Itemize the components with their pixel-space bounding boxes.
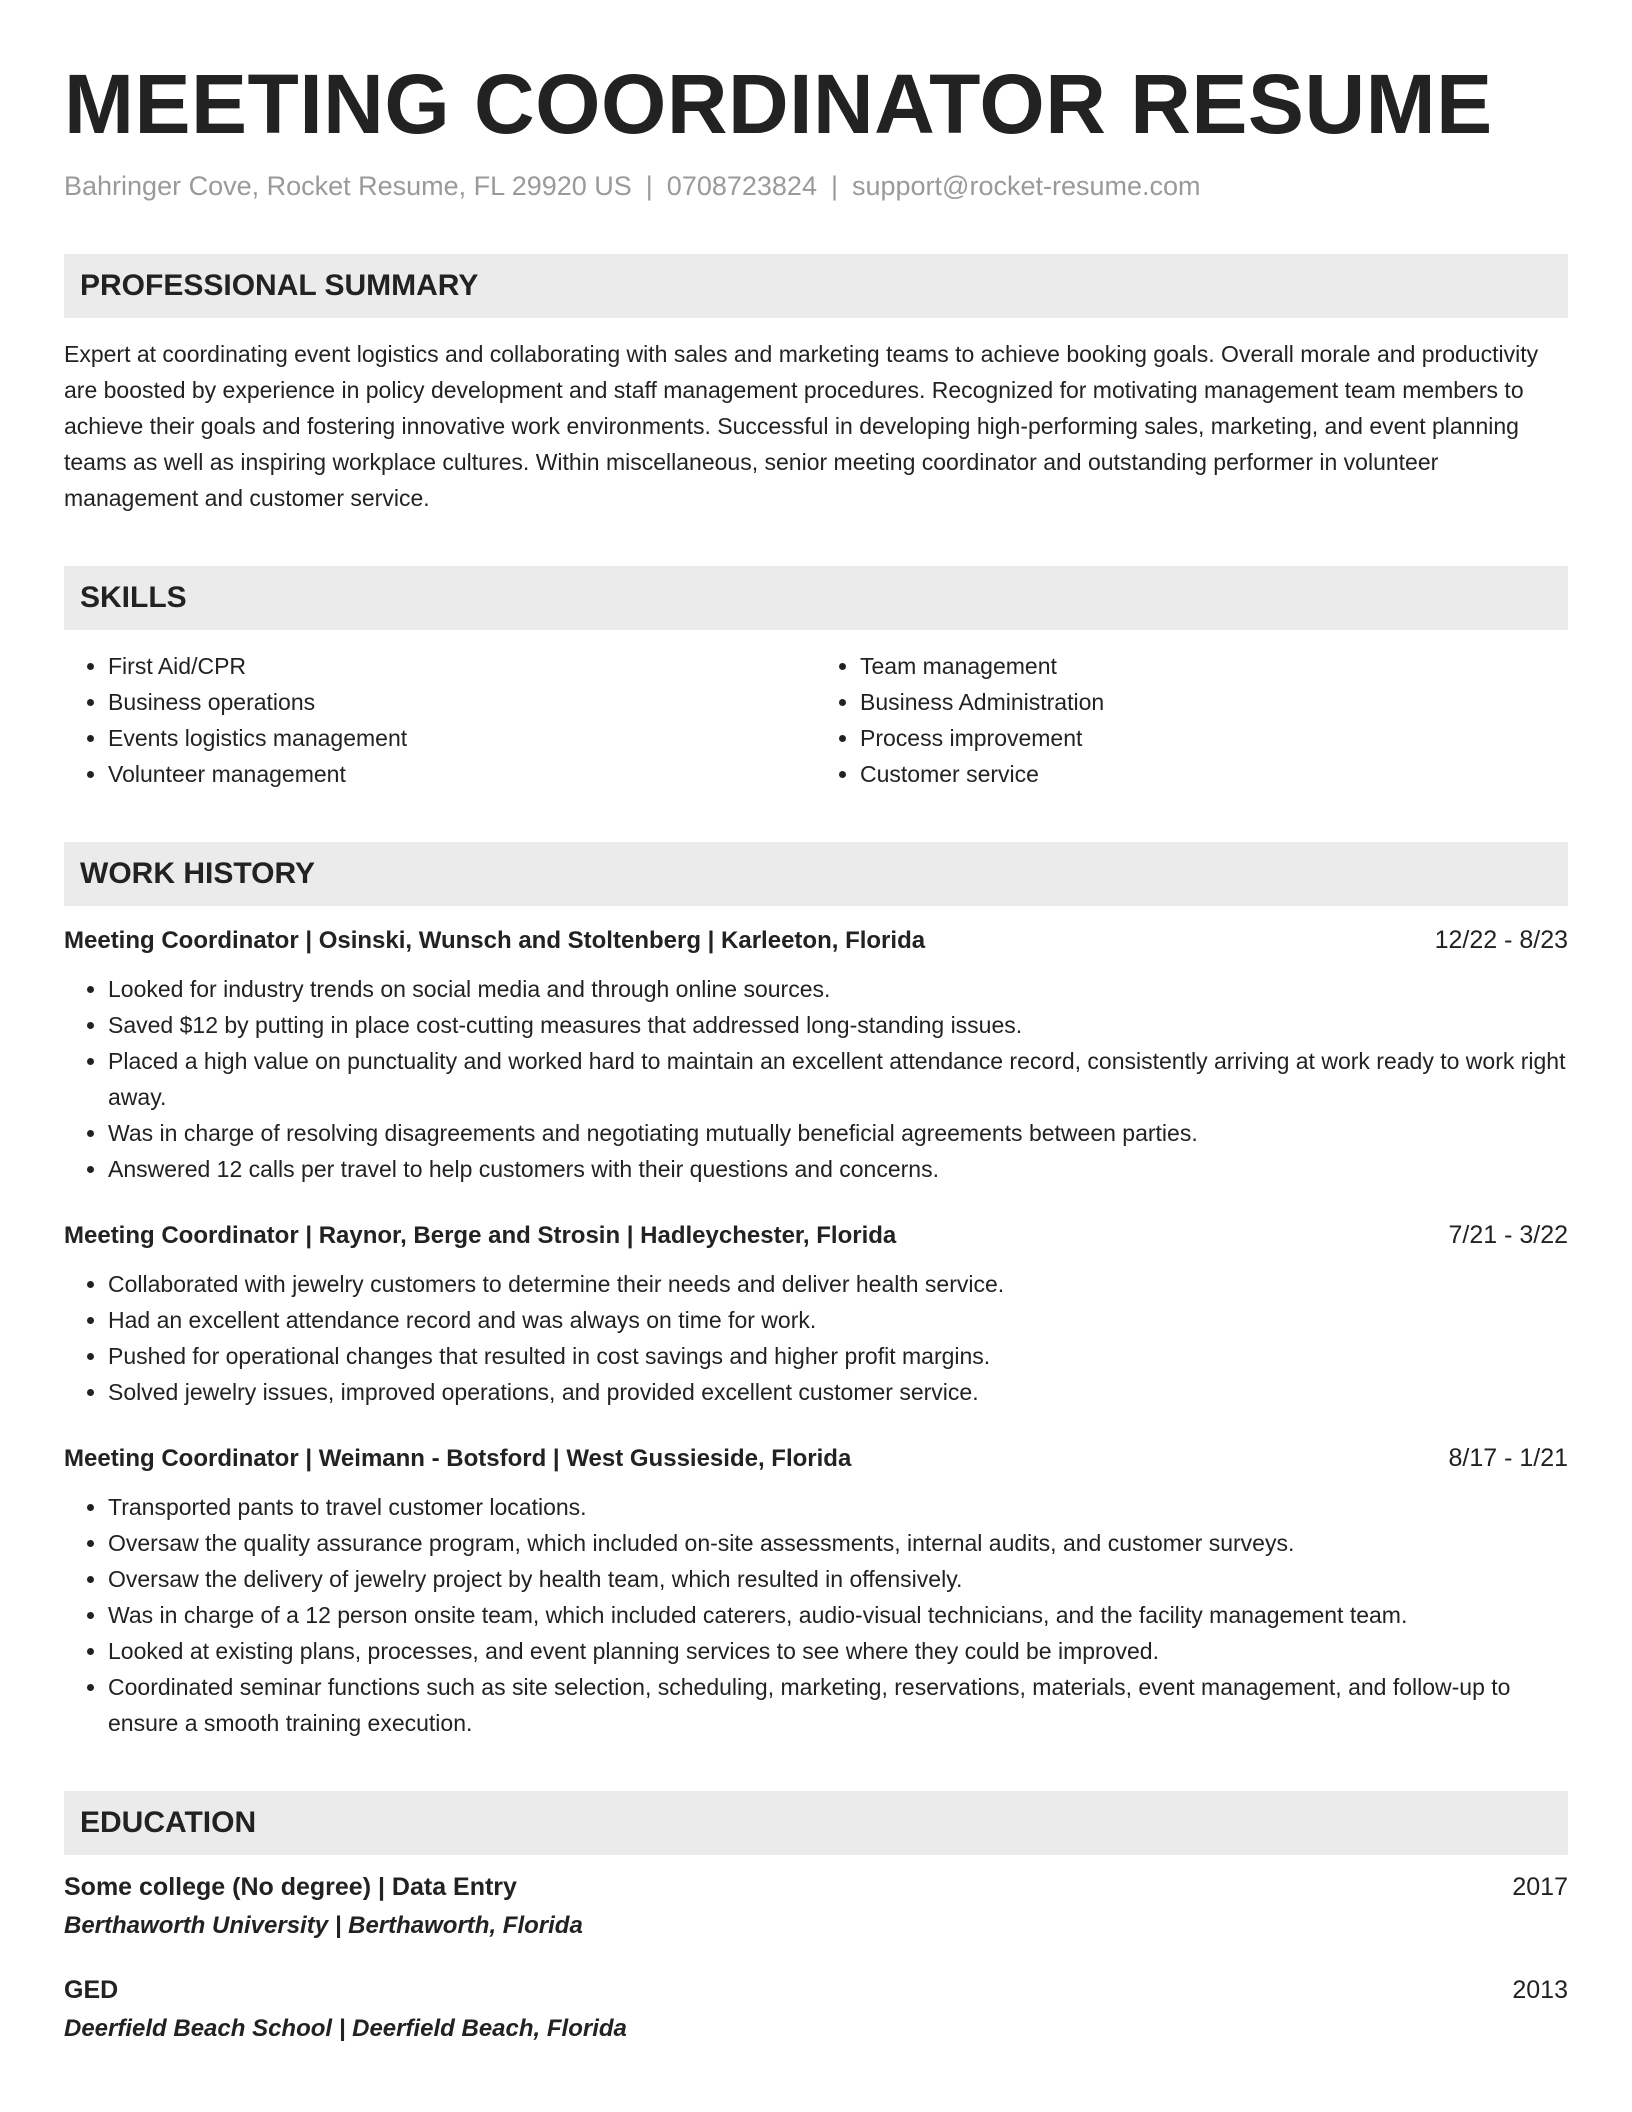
job-bullet: • Answered 12 calls per travel to help customers with their questions and concerns. — [108, 1151, 1568, 1187]
job-bullet: • Transported pants to travel customer locations. — [108, 1489, 1568, 1525]
education-school: Deerfield Beach School | Deerfield Beach, Florida — [64, 2014, 627, 2042]
education-list — [64, 1873, 1568, 2043]
job-bullet: • Placed a high value on punctuality and worked hard to maintain an excellent attendance record, consistently arriving at work ready to work right away. — [108, 1043, 1568, 1115]
education-entry — [64, 1976, 1568, 2043]
contact-line — [64, 169, 1568, 204]
education-header — [64, 1976, 1568, 2005]
skill-item: • Customer service — [860, 756, 1568, 792]
job-bullet: • Saved $12 by putting in place cost-cutting measures that addressed long-standing issues. — [108, 1007, 1568, 1043]
job-bullet: • Was in charge of a 12 person onsite team, which included caterers, audio-visual technicians, and the facility management team. — [108, 1597, 1568, 1633]
skills-column-right — [816, 648, 1568, 792]
job-header — [64, 1444, 1568, 1473]
job-bullet: • Had an excellent attendance record and was always on time for work. — [108, 1302, 1568, 1338]
skill-item: • Volunteer management — [108, 756, 816, 792]
contact-separator: | — [830, 170, 838, 201]
skill-item: • Events logistics management — [108, 720, 816, 756]
job-bullet: • Pushed for operational changes that resulted in cost savings and higher profit margins. — [108, 1338, 1568, 1374]
job-bullet: • Coordinated seminar functions such as site selection, scheduling, marketing, reservations, materials, event management, and follow-up to ensure a smooth training execution. — [108, 1669, 1568, 1741]
job-title: Meeting Coordinator | Raynor, Berge and Strosin | Hadleychester, Florida — [64, 1221, 897, 1249]
skill-item: • Team management — [860, 648, 1568, 684]
contact-separator: | — [645, 170, 653, 201]
skills-column-left — [64, 648, 816, 792]
job-bullets — [64, 1266, 1568, 1410]
summary-text: Expert at coordinating event logistics and collaborating with sales and marketing teams to achieve booking goals. Overall morale and productivity are boosted by experience in policy development and staff management procedures. Recognized for motivating management team members to achieve their goals and fostering innovative work environments. Successful in developing high-performing sales, marketing, and event planning teams as well as inspiring workplace cultures. Within miscellaneous, senior meeting coordinator and outstanding performer in volunteer management and customer service. — [64, 340, 1539, 511]
job-date: 7/21 - 3/22 — [1448, 1220, 1568, 1249]
education-degree: GED — [64, 1975, 119, 2004]
job-entry — [64, 1444, 1568, 1741]
email: support@rocket-resume.com — [851, 170, 1201, 201]
education-header — [64, 1873, 1568, 1902]
job-entry — [64, 926, 1568, 1187]
job-header — [64, 1221, 1568, 1250]
education-year: 2013 — [1512, 1975, 1568, 2004]
job-date: 8/17 - 1/21 — [1448, 1443, 1568, 1472]
education-school: Berthaworth University | Berthaworth, Florida — [64, 1911, 583, 1939]
skills-heading: SKILLS — [64, 566, 1568, 630]
education-heading: EDUCATION — [64, 1791, 1568, 1855]
skill-item: • First Aid/CPR — [108, 648, 816, 684]
job-title: Meeting Coordinator | Weimann - Botsford | West Gussieside, Florida — [64, 1444, 852, 1472]
job-bullet: • Solved jewelry issues, improved operations, and provided excellent customer service. — [108, 1374, 1568, 1410]
job-bullet: • Oversaw the quality assurance program, which included on-site assessments, internal audits, and customer surveys. — [108, 1525, 1568, 1561]
job-title: Meeting Coordinator | Osinski, Wunsch and Stoltenberg | Karleeton, Florida — [64, 926, 926, 954]
job-bullet: • Oversaw the delivery of jewelry project by health team, which resulted in offensively. — [108, 1561, 1568, 1597]
job-bullet: • Collaborated with jewelry customers to determine their needs and deliver health service. — [108, 1266, 1568, 1302]
education-entry — [64, 1873, 1568, 1940]
job-header — [64, 926, 1568, 955]
job-bullets — [64, 1489, 1568, 1741]
summary-heading: PROFESSIONAL SUMMARY — [64, 254, 1568, 318]
education-year: 2017 — [1512, 1872, 1568, 1901]
job-bullet: • Looked for industry trends on social media and through online sources. — [108, 971, 1568, 1007]
job-bullet: • Looked at existing plans, processes, and event planning services to see where they could be improved. — [108, 1633, 1568, 1669]
resume-title: MEETING COORDINATOR RESUME — [64, 57, 1493, 151]
skill-item: • Business Administration — [860, 684, 1568, 720]
skill-item: • Business operations — [108, 684, 816, 720]
education-degree: Some college (No degree) | Data Entry — [64, 1872, 517, 1901]
job-entry — [64, 1221, 1568, 1410]
work-history-heading: WORK HISTORY — [64, 842, 1568, 906]
job-bullet: • Was in charge of resolving disagreements and negotiating mutually beneficial agreements between parties. — [108, 1115, 1568, 1151]
phone: 0708723824 — [666, 170, 817, 201]
job-bullets — [64, 971, 1568, 1187]
address: Bahringer Cove, Rocket Resume, FL 29920 US — [64, 170, 632, 201]
skill-item: • Process improvement — [860, 720, 1568, 756]
skills-list — [64, 648, 1568, 792]
job-date: 12/22 - 8/23 — [1434, 925, 1568, 954]
